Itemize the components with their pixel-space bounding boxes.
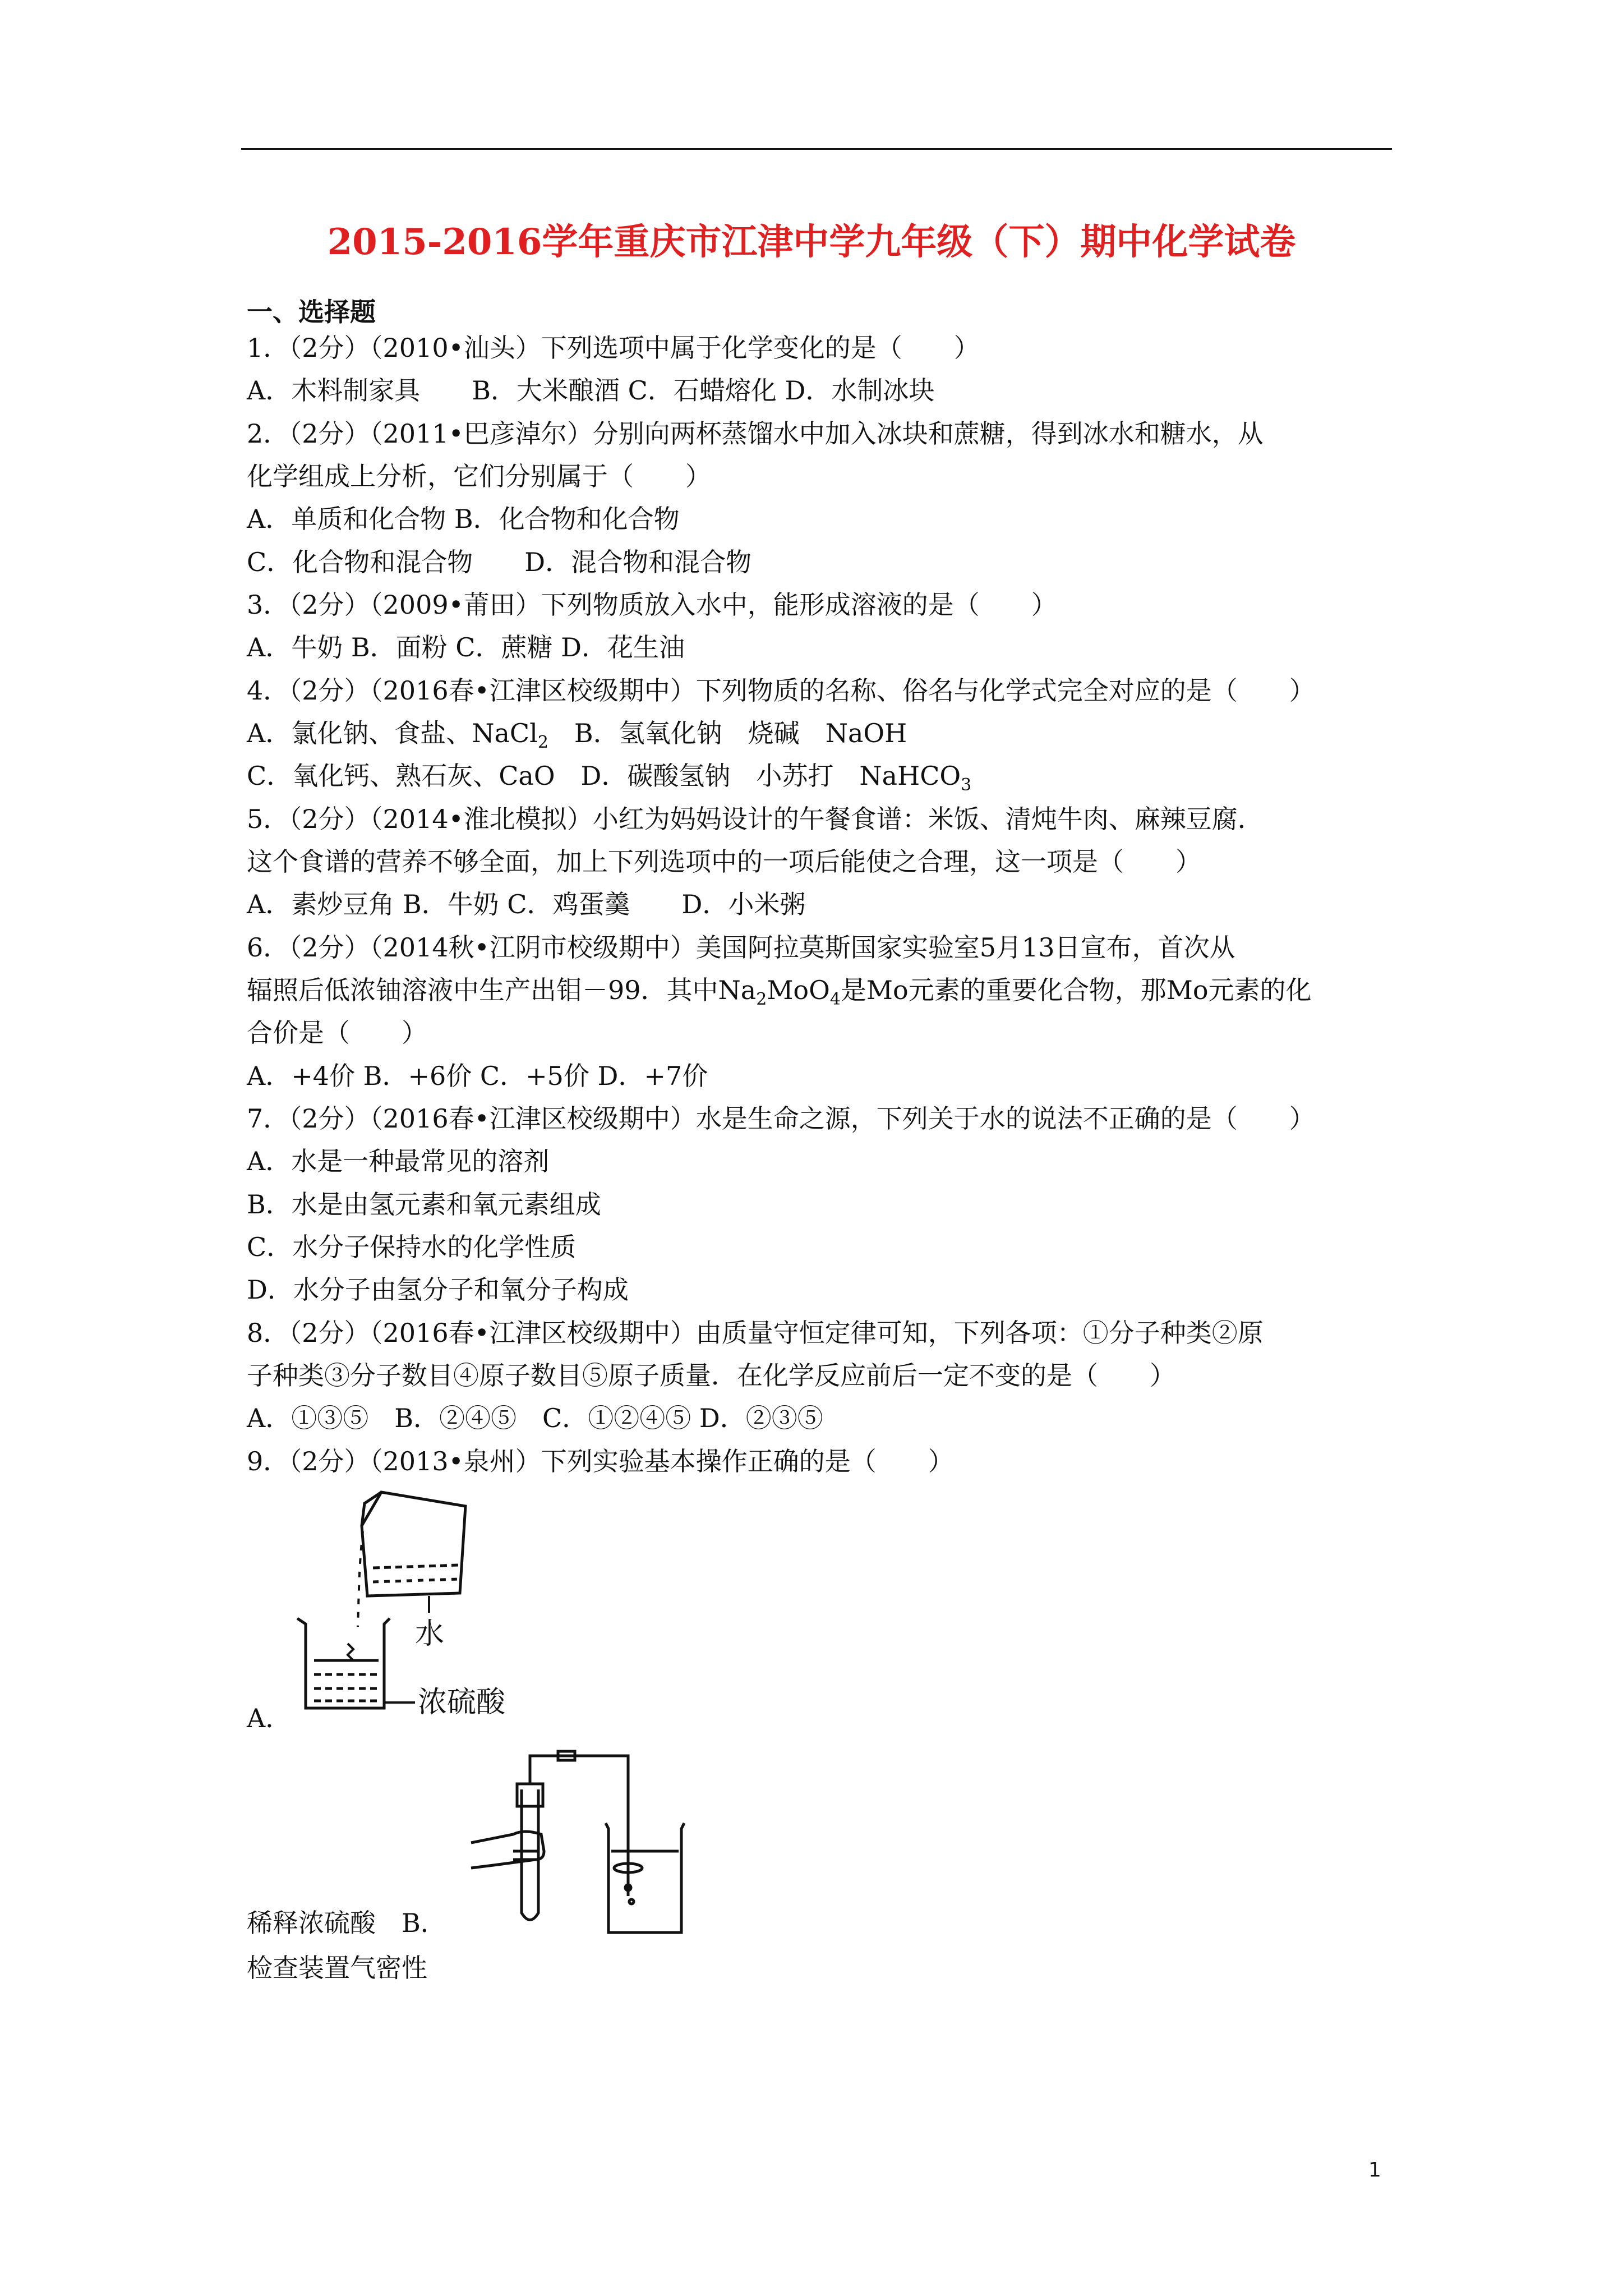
q3-stem: 3．（2分）（2009•莆田）下列物质放入水中，能形成溶液的是（ ）	[247, 590, 1057, 620]
q1-options: A．木料制家具 B．大米酿酒 C．石蜡熔化 D．水制冰块	[247, 375, 935, 406]
q4-stem: 4．（2分）（2016春•江津区校级期中）下列物质的名称、俗名与化学式完全对应的是（ ）	[247, 675, 1315, 706]
q8-options: A．①③⑤ B．②④⑤ C．①②④⑤ D．②③⑤	[247, 1403, 823, 1433]
exam-title: 2015-2016学年重庆市江津中学九年级（下）期中化学试卷	[327, 221, 1296, 263]
figure-dilute-acid	[280, 1481, 527, 1728]
q9-option-b-caption: 检查装置气密性	[247, 1953, 427, 1983]
q6-stem-line1: 6．（2分）（2014秋•江阴市校级期中）美国阿拉莫斯国家实验室5月13日宣布，首次从	[247, 932, 1235, 963]
q4-options-line2: C．氧化钙、熟石灰、CaO D．碳酸氢钠 小苏打 NaHCO$_3$	[247, 761, 972, 795]
q6-options: A．+4价 B．+6价 C．+5价 D．+7价	[247, 1061, 708, 1091]
q4-options-line1: A．氯化钠、食盐、NaCl$_2$ B．氢氧化钠 烧碱 NaOH	[247, 718, 907, 752]
water-beaker	[606, 1823, 684, 1932]
q5-stem-line2: 这个食谱的营养不够全面，加上下列选项中的一项后能使之合理，这一项是（ ）	[247, 846, 1201, 877]
q9-option-a-caption: 稀释浓硫酸 B．	[247, 1908, 446, 1938]
q1-stem: 1．（2分）（2010•汕头）下列选项中属于化学变化的是（ ）	[247, 333, 980, 363]
test-tube	[522, 1789, 538, 1920]
q5-options: A．素炒豆角 B．牛奶 C．鸡蛋羹 D．小米粥	[247, 889, 806, 919]
q7-option-c: C．水分子保持水的化学性质	[247, 1232, 577, 1262]
q7-stem: 7．（2分）（2016春•江津区校级期中）水是生命之源，下列关于水的说法不正确的是（ ）	[247, 1103, 1315, 1134]
q2-options-line1: A．单质和化合物 B．化合物和化合物	[247, 504, 680, 534]
pouring-beaker	[362, 1492, 465, 1596]
page-number: 1	[1368, 2159, 1381, 2182]
header-rule	[241, 148, 1392, 150]
q6-stem-line3: 合价是（ ）	[247, 1018, 427, 1048]
splash-mark	[348, 1644, 353, 1660]
q5-stem-line1: 5．（2分）（2014•淮北模拟）小红为妈妈设计的午餐食谱：米饭、清炖牛肉、麻辣豆腐．	[247, 804, 1264, 834]
water-label: 水	[415, 1617, 445, 1651]
pour-stream	[358, 1531, 363, 1627]
acid-beaker	[297, 1618, 390, 1708]
q7-option-a: A．水是一种最常见的溶剂	[247, 1146, 550, 1176]
q9-stem: 9．（2分）（2013•泉州）下列实验基本操作正确的是（ ）	[247, 1446, 954, 1476]
delivery-tube	[530, 1756, 628, 1896]
q9-option-a-letter: A．	[247, 1703, 292, 1733]
q7-option-b: B．水是由氢元素和氧元素组成	[247, 1189, 601, 1220]
q8-stem-line1: 8．（2分）（2016春•江津区校级期中）由质量守恒定律可知，下列各项：①分子种类②原	[247, 1318, 1264, 1348]
q2-stem-line2: 化学组成上分析，它们分别属于（ ）	[247, 461, 711, 491]
q3-options: A．牛奶 B．面粉 C．蔗糖 D．花生油	[247, 632, 685, 662]
q7-option-d: D．水分子由氢分子和氧分子构成	[247, 1274, 629, 1305]
q6-stem-line2: 辐照后低浓铀溶液中生产出钼－99．其中$Na_2MoO_4$是Mo元素的重要化合物，那Mo元素的化	[247, 975, 1312, 1009]
figure-airtightness	[460, 1745, 695, 1941]
section-heading: 一、选择题	[247, 297, 376, 327]
acid-label: 浓硫酸	[418, 1686, 506, 1719]
q2-options-line2: C．化合物和混合物 D．混合物和混合物	[247, 547, 752, 577]
q8-stem-line2: 子种类③分子数目④原子数目⑤原子质量．在化学反应前后一定不变的是（ ）	[247, 1360, 1175, 1391]
q2-stem-line1: 2．（2分）（2011•巴彦淖尔）分别向两杯蒸馏水中加入冰块和蔗糖，得到冰水和糖水，从	[247, 418, 1264, 449]
